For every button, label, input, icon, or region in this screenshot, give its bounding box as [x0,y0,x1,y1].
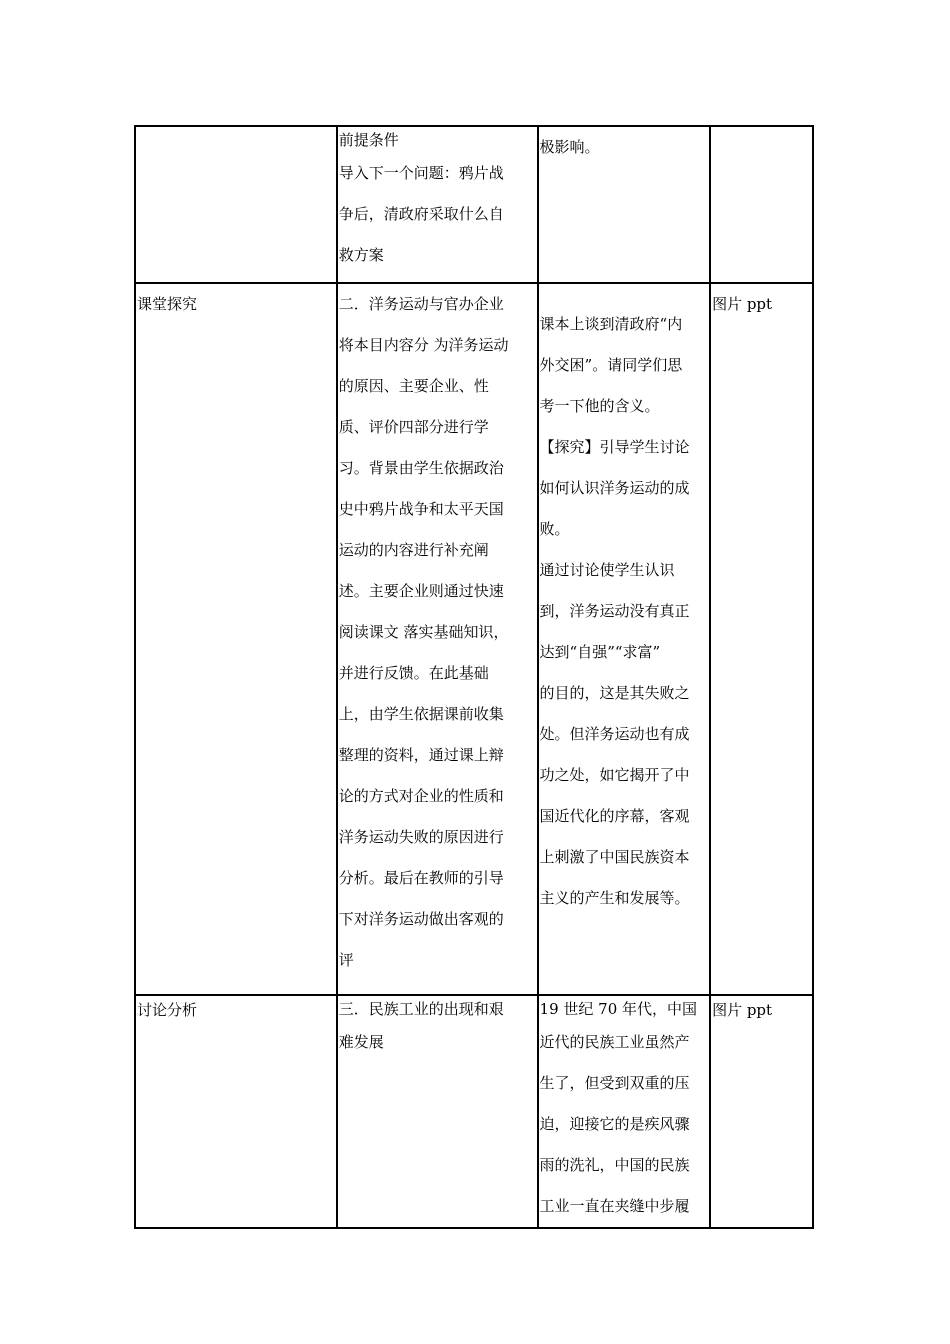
row3-activity-line: 迫，迎接它的是疾风骤 [539,1115,690,1133]
row2-stage-cell [135,283,337,995]
table-row [135,995,813,1228]
row3-media-cell [710,995,813,1228]
row2-content-line: 论的方式对企业的性质和 [338,787,504,805]
table-row [135,126,813,283]
row2-activity-line: 课本上谈到清政府“内 [539,315,683,333]
row2-content-line: 下对洋务运动做出客观的 [338,910,504,928]
row2-content-line: 运动的内容进行补充阐 [338,541,489,559]
row2-activity-line: 处。但洋务运动也有成 [539,725,690,743]
row2-content-line: 洋务运动失败的原因进行 [338,828,504,846]
row2-activity-line: 考一下他的含义。 [539,397,660,415]
stage-label-discussion-analysis: 讨论分析 [137,1001,198,1019]
row1-media-cell [710,126,813,283]
row2-activity-line: 外交困”。请同学们思 [539,356,683,374]
row2-activity-line: 如何认识洋务运动的成 [539,479,690,497]
row3-content-cell [337,995,538,1228]
row1-activity-cell [538,126,711,283]
media-label: 图片 ppt [712,295,773,313]
row3-activity-line: 19 世纪 70 年代，中国 [539,1000,698,1018]
media-label: 图片 ppt [712,1001,773,1019]
row1-content-cell [337,126,538,283]
row3-content-line: 三．民族工业的出现和艰 [338,1000,504,1018]
row3-activity-line: 近代的民族工业虽然产 [539,1033,690,1051]
row2-content-line: 评 [338,951,354,969]
row3-activity-line: 生了，但受到双重的压 [539,1074,690,1092]
row2-activity-line: 通过讨论使学生认识 [539,561,675,579]
row2-content-line: 习。背景由学生依据政治 [338,459,504,477]
row1-content-line: 导入下一个问题：鸦片战 [338,164,504,182]
row2-content-line: 并进行反馈。在此基础 [338,664,489,682]
lesson-plan-table [134,125,814,1229]
row2-activity-line: 上刺激了中国民族资本 [539,848,690,866]
row2-content-line: 阅读课文 落实基础知识， [338,623,509,641]
row2-content-line: 史中鸦片战争和太平天国 [338,500,504,518]
row3-activity-line: 工业一直在夹缝中步履 [539,1197,690,1215]
row2-content-line: 二．洋务运动与官办企业 [338,295,504,313]
row1-content-line: 前提条件 [338,131,399,149]
row2-content-cell [337,283,538,995]
row2-media-cell [710,283,813,995]
row2-content-line: 分析。最后在教师的引导 [338,869,504,887]
row1-stage-cell [135,126,337,283]
row2-activity-line: 到，洋务运动没有真正 [539,602,690,620]
row2-content-line: 的原因、主要企业、性 [338,377,489,395]
row2-activity-line: 的目的，这是其失败之 [539,684,690,702]
row2-content-line: 整理的资料，通过课上辩 [338,746,504,764]
row3-activity-line: 雨的洗礼，中国的民族 [539,1156,690,1174]
row3-content-line: 难发展 [338,1033,384,1051]
stage-label-classroom-inquiry: 课堂探究 [137,295,198,313]
row3-stage-cell [135,995,337,1228]
row2-activity-cell [538,283,711,995]
row1-content-line: 救方案 [338,246,384,264]
row2-activity-line: 功之处，如它揭开了中 [539,766,690,784]
row1-content-line: 争后，清政府采取什么自 [338,205,504,223]
row2-activity-line: 国近代化的序幕，客观 [539,807,690,825]
row2-content-line: 述。主要企业则通过快速 [338,582,504,600]
row2-content-line: 质、评价四部分进行学 [338,418,489,436]
table-row [135,283,813,995]
row2-activity-line: 主义的产生和发展等。 [539,889,690,907]
row1-activity-text: 极影响。 [539,138,600,156]
row2-activity-line: 【探究】引导学生讨论 [539,438,690,456]
row2-content-line: 上，由学生依据课前收集 [338,705,504,723]
row3-activity-cell [538,995,711,1228]
row2-activity-line: 败。 [539,520,570,538]
row2-activity-line: 达到“自强”“求富” [539,643,661,661]
row2-content-line: 将本目内容分 为洋务运动 [338,336,509,354]
